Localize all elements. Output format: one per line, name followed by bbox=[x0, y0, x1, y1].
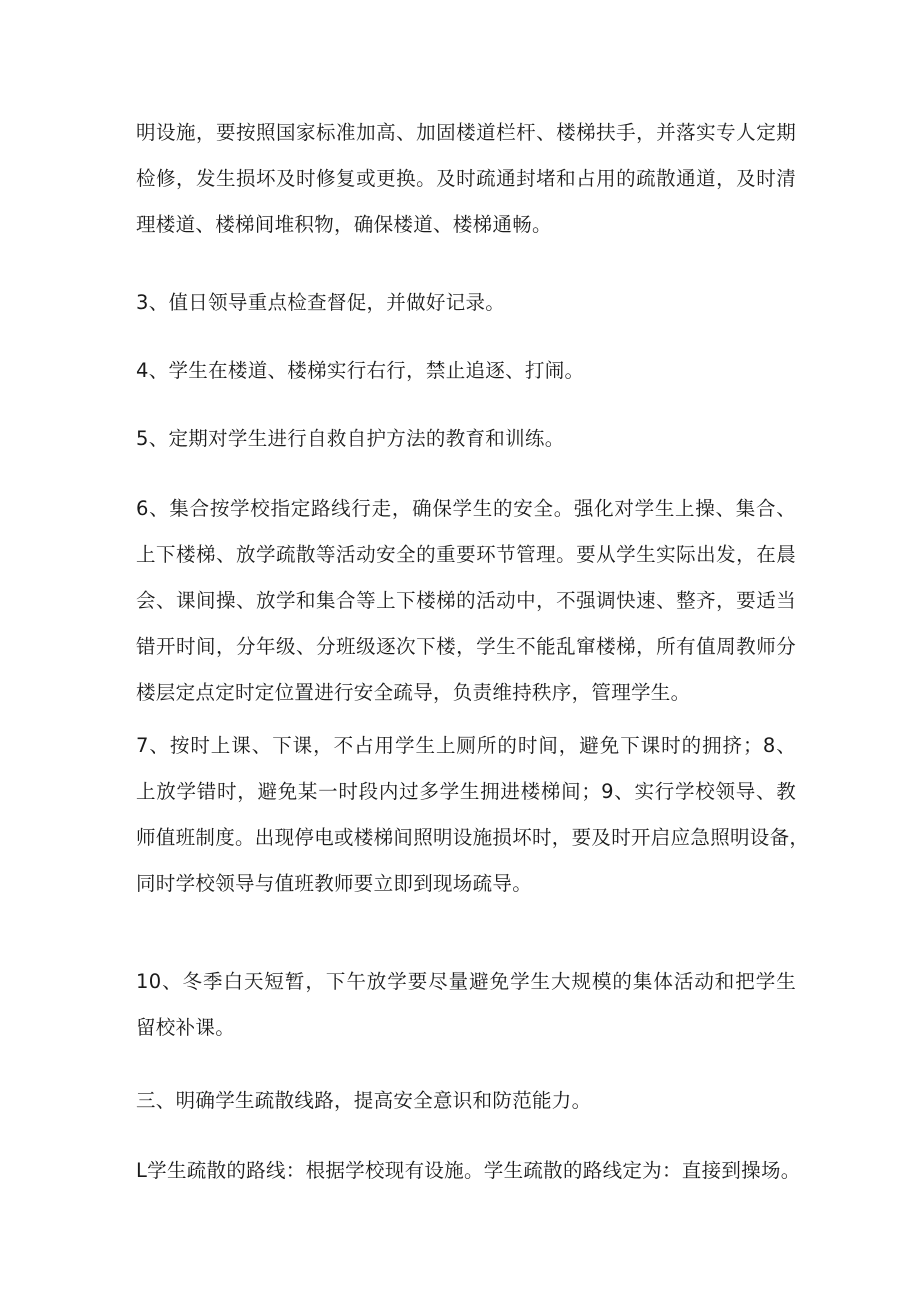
text-line: 三、明确学生疏散线路，提高安全意识和防范能力。 bbox=[136, 1089, 592, 1112]
text-line: 理楼道、楼梯间堆积物，确保楼道、楼梯通畅。 bbox=[136, 213, 552, 236]
text-line: 留校补课。 bbox=[136, 1016, 236, 1039]
text-line: 检修，发生损坏及时修复或更换。及时疏通封堵和占用的疏散通道，及时清 bbox=[136, 167, 796, 190]
paragraph-item-4 bbox=[136, 348, 796, 394]
paragraph-item-5 bbox=[136, 416, 796, 462]
text-line: 4、学生在楼道、楼梯实行右行，禁止追逐、打闹。 bbox=[136, 359, 585, 382]
text-line: 6、集合按学校指定路线行走，确保学生的安全。强化对学生上操、集合、 bbox=[136, 497, 796, 520]
text-line: 上下楼梯、放学疏散等活动安全的重要环节管理。要从学生实际出发，在晨 bbox=[136, 543, 796, 566]
text-line: 同时学校领导与值班教师要立即到现场疏导。 bbox=[136, 872, 533, 895]
text-line: 明设施，要按照国家标准加高、加固楼道栏杆、楼梯扶手，并落实专人定期 bbox=[136, 121, 796, 144]
section-heading-3 bbox=[136, 1078, 796, 1124]
paragraph-item-6 bbox=[136, 486, 796, 716]
text-line: 错开时间，分年级、分班级逐次下楼，学生不能乱窜楼梯，所有值周教师分 bbox=[136, 635, 796, 658]
text-line: 楼层定点定时定位置进行安全疏导，负责维持秩序，管理学生。 bbox=[136, 681, 691, 704]
paragraph-evacuation-route bbox=[136, 1148, 801, 1194]
text-line: 3、值日领导重点检查督促，并做好记录。 bbox=[136, 291, 506, 314]
text-line: 会、课间操、放学和集合等上下楼梯的活动中，不强调快速、整齐，要适当 bbox=[136, 589, 796, 612]
paragraph-lighting-and-stairs bbox=[136, 110, 796, 248]
text-line: L学生疏散的路线：根据学校现有设施。学生疏散的路线定为：直接到操场。 bbox=[136, 1159, 801, 1182]
paragraph-item-10 bbox=[136, 959, 796, 1051]
text-line: 上放学错时，避免某一时段内过多学生拥进楼梯间；9、实行学校领导、教 bbox=[136, 780, 796, 803]
text-line: 5、定期对学生进行自救自护方法的教育和训练。 bbox=[136, 427, 565, 450]
text-line: 10、冬季白天短暂，下午放学要尽量避免学生大规模的集体活动和把学生 bbox=[136, 970, 796, 993]
text-line: 师值班制度。出现停电或楼梯间照明设施损坏时，要及时开启应急照明设备， bbox=[136, 826, 810, 849]
paragraph-item-7-9 bbox=[136, 723, 810, 907]
paragraph-item-3 bbox=[136, 280, 796, 326]
text-line: 7、按时上课、下课，不占用学生上厕所的时间，避免下课时的拥挤；8、 bbox=[136, 734, 796, 757]
